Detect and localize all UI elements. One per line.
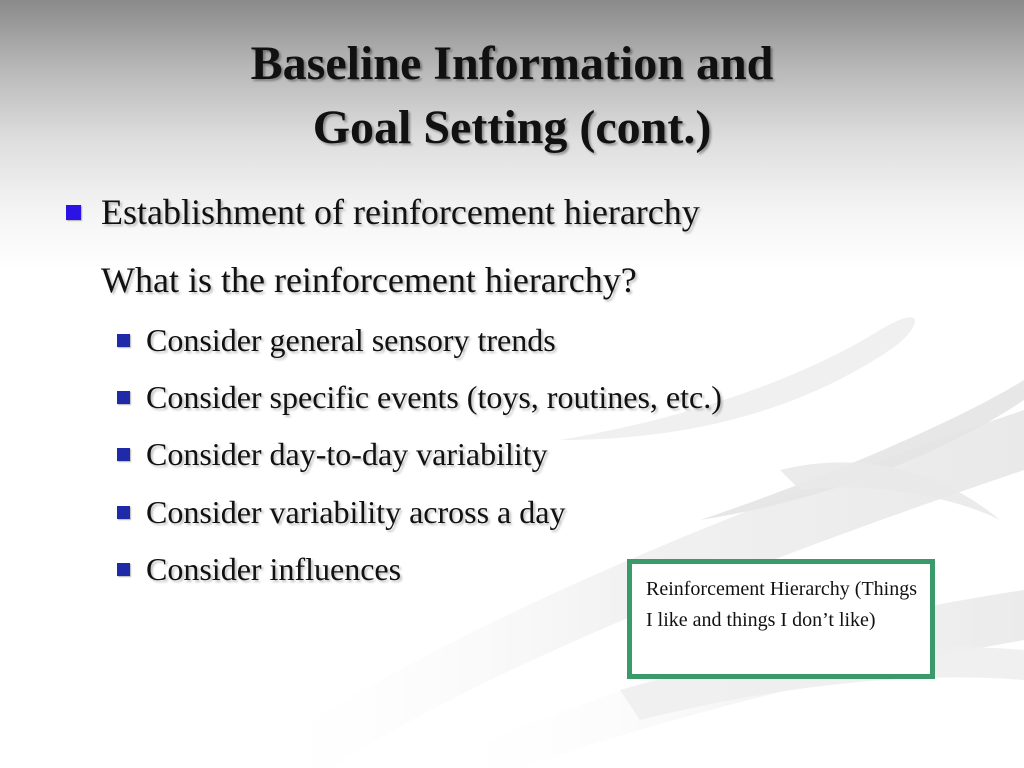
callout-box [627,559,935,679]
sub-bullet-text: Consider variability across a day [146,494,566,530]
square-bullet-icon [117,448,130,461]
bullet-text: Establishment of reinforcement hierarchy [101,192,700,232]
callout-text: Reinforcement Hierarchy (Things I like and things I don’t like) [646,578,918,631]
square-bullet-icon [66,205,81,220]
sub-bullet-text: Consider general sensory trends [146,322,556,358]
title-line-1: Baseline Information and [250,37,774,90]
title-line-2: Goal Setting (cont.) [312,101,712,154]
square-bullet-icon [117,506,130,519]
square-bullet-icon [117,334,130,347]
sub-bullet-text: Consider day-to-day variability [146,436,548,472]
bullet-text: What is the reinforcement hierarchy? [101,260,637,300]
square-bullet-icon [117,563,130,576]
sub-bullet-text: Consider specific events (toys, routines, etc.) [146,379,722,415]
sub-bullet-text: Consider influences [146,551,402,587]
square-bullet-icon [117,391,130,404]
